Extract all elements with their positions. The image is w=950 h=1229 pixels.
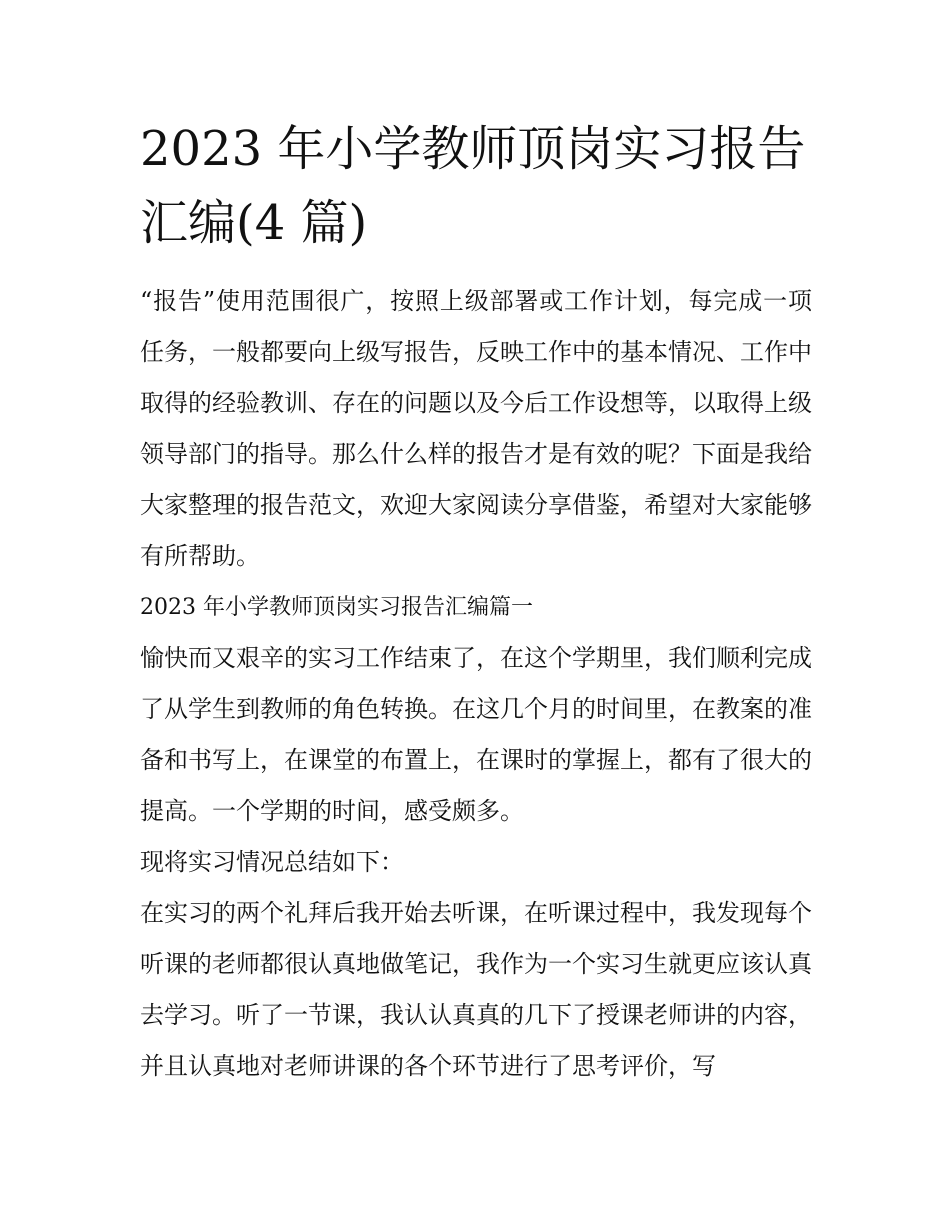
title-line-2: 汇编(4 篇) [140,195,368,251]
body-paragraph: 愉快而又艰辛的实习工作结束了，在这个学期里，我们顺利完成了从学生到教师的角色转换。在这几个月的时间里，在教案的准备和书写上，在课堂的布置上，在课时的掌握上，都有了很大的提高。一个学期的时间，感受颇多。 [140,644,812,825]
title-line-1: 2023 年小学教师顶岗实习报告 [140,121,806,177]
intro-paragraph: “报告”使用范围很广，按照上级部署或工作计划，每完成一项任务，一般都要向上级写报告，反映工作中的基本情况、工作中取得的经验教训、存在的问题以及今后工作设想等，以取得上级领导部门的指导。那么什么样的报告才是有效的呢？下面是我给大家整理的报告范文，欢迎大家阅读分享借鉴，希望对大家能够有所帮助。 [140,287,812,570]
body-paragraph: 在实习的两个礼拜后我开始去听课，在听课过程中，我发现每个听课的老师都很认真地做笔记，我作为一个实习生就更应该认真去学习。听了一节课，我认认真真的几下了授课老师讲的内容，并且认真地对老师讲课的各个环节进行了思考评价，写 [140,899,812,1080]
body-paragraph: 现将实习情况总结如下： [140,848,404,876]
document-body [140,276,812,1092]
section-heading: 2023 年小学教师顶岗实习报告汇编篇一 [140,595,533,620]
document-title [140,112,820,260]
